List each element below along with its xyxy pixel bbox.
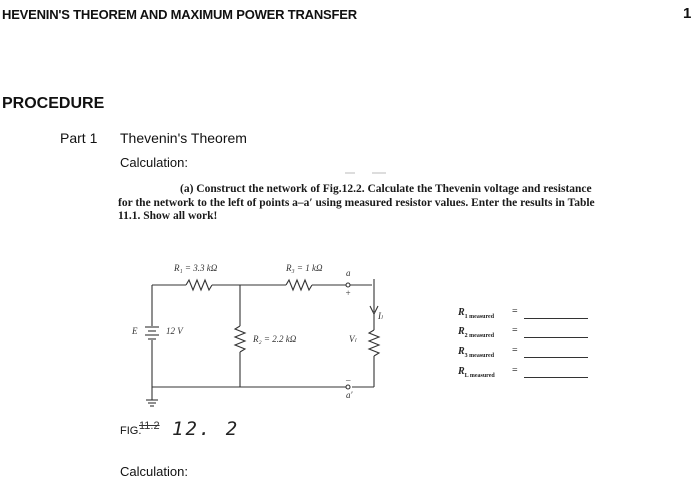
r1-resistor xyxy=(186,280,212,290)
rl-resistor xyxy=(369,330,379,356)
equals-sign: = xyxy=(512,345,518,356)
load-current-label: Iₗ xyxy=(378,311,383,321)
section-title: Thevenin's Theorem xyxy=(120,130,247,146)
plus-sign: + xyxy=(345,288,352,298)
r2-resistor xyxy=(235,326,245,352)
procedure-heading: PROCEDURE xyxy=(2,95,105,112)
equals-sign: = xyxy=(512,325,518,336)
chapter-title: HEVENIN'S THEOREM AND MAXIMUM POWER TRANSFER xyxy=(2,7,357,22)
r3-measured-blank[interactable] xyxy=(524,357,588,358)
part-label: Part 1 xyxy=(60,130,98,146)
source-value: 12 V xyxy=(166,326,183,336)
r1-measured-blank[interactable] xyxy=(524,318,588,319)
handwritten-figure-number: 12. 2 xyxy=(172,418,240,440)
terminal-a-prime xyxy=(346,385,350,389)
calculation-label: Calculation: xyxy=(120,155,188,170)
calculation-label-2: Calculation: xyxy=(120,464,188,479)
r2-label: R₂ = 2.2 kΩ xyxy=(253,334,297,344)
figure-label: FIG. xyxy=(120,425,142,437)
equals-sign: = xyxy=(512,365,518,376)
load-voltage-label: Vₗ xyxy=(349,334,356,344)
instruction-line: 11.1. Show all work! xyxy=(118,210,218,222)
r1-measured-label: $R_{1 measured}$ xyxy=(458,307,495,320)
rl-measured-blank[interactable] xyxy=(524,377,588,378)
minus-sign: – xyxy=(346,375,351,385)
struck-figure-number: 11.2 xyxy=(139,420,160,432)
rl-measured-label: $R_{L measured}$ xyxy=(458,366,495,379)
r3-label: R₃ = 1 kΩ xyxy=(286,263,323,273)
equals-sign: = xyxy=(512,306,518,317)
node-a-prime-label: a′ xyxy=(346,390,353,400)
page-number: 1 xyxy=(683,5,692,22)
r3-measured-label: $R_{3 measured}$ xyxy=(458,346,495,359)
r1-label: R₁ = 3.3 kΩ xyxy=(174,263,218,273)
node-a-label: a xyxy=(346,268,351,278)
r2-measured-blank[interactable] xyxy=(524,337,588,338)
r2-measured-label: $R_{2 measured}$ xyxy=(458,326,495,339)
instruction-line: for the network to the left of points a–a′ using measured resistor values. Enter the results in Table xyxy=(118,196,595,209)
terminal-a xyxy=(346,283,350,287)
source-symbol: E xyxy=(132,326,138,336)
r3-resistor xyxy=(286,280,312,290)
instruction-line: (a) Construct the network of Fig.12.2. Calculate the Thevenin voltage and resistance xyxy=(180,183,592,195)
